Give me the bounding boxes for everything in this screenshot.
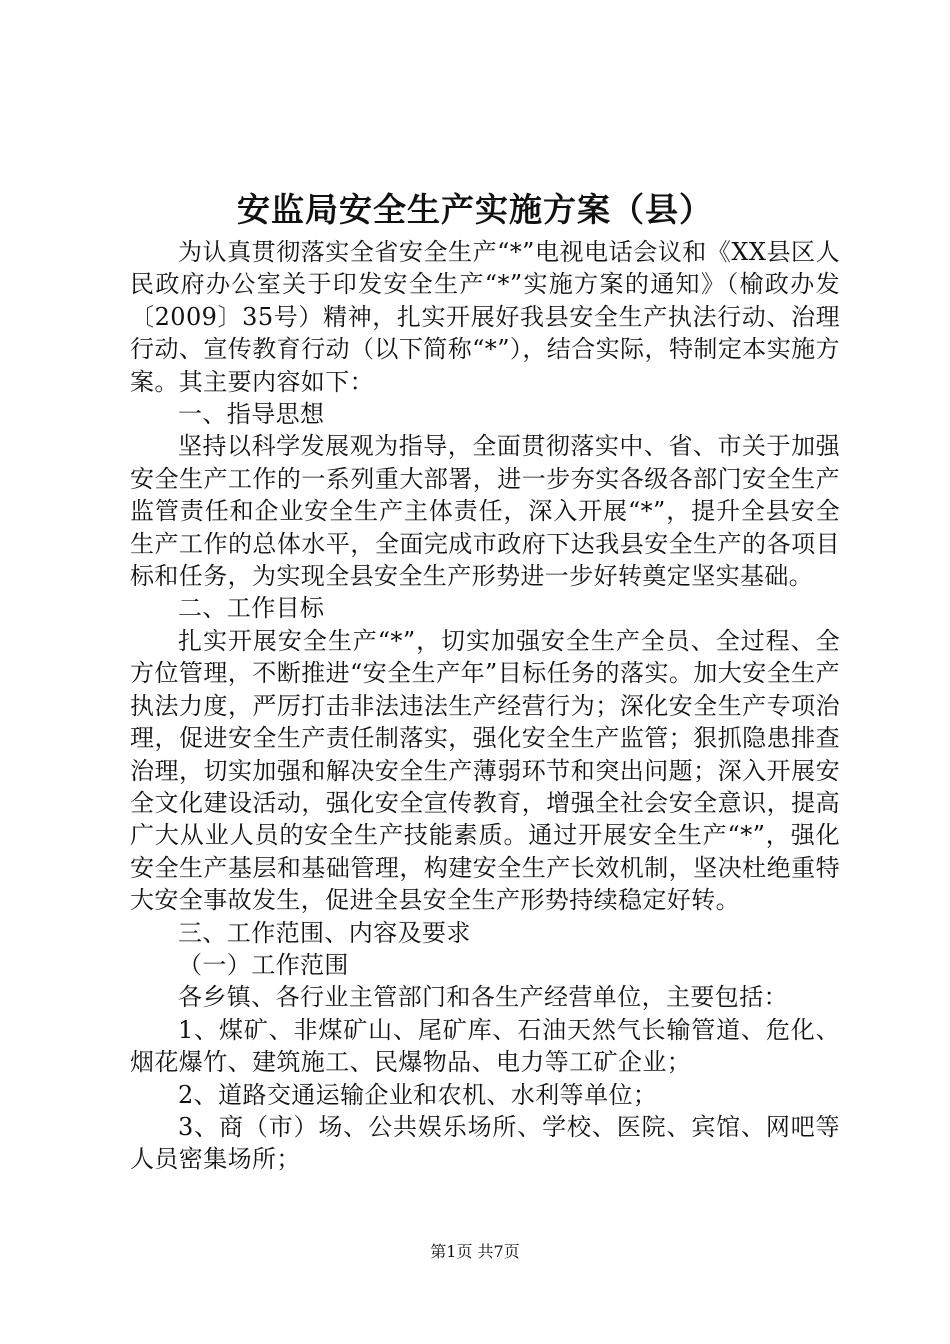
list-item: 2、道路交通运输企业和农机、水利等单位； <box>178 1080 658 1109</box>
paragraph: 各乡镇、各行业主管部门和各生产经营单位，主要包括： <box>178 983 788 1012</box>
section-heading: 二、工作目标 <box>178 594 325 623</box>
subsection-heading: （一）工作范围 <box>178 950 349 979</box>
list-item: 3、商（市）场、公共娱乐场所、学校、医院、宾馆、网吧等人员密集场所； <box>130 1112 840 1174</box>
section-heading: 一、指导思想 <box>178 400 325 429</box>
paragraph-intro: 为认真贯彻落实全省安全生产“*”电视电话会议和《XX县区人民政府办公室关于印发安全生产“*”实施方案的通知》（榆政办发〔2009〕35号）精神，扎实开展好我县安全生产执法行动、治理行动、宣传教育行动（以下简称“*”），结合实际，特制定本实施方案。其主要内容如下： <box>130 238 840 396</box>
page-number-footer: 第1页 共7页 <box>430 1242 520 1261</box>
document-title: 安监局安全生产实施方案（县） <box>237 190 713 229</box>
paragraph: 坚持以科学发展观为指导，全面贯彻落实中、省、市关于加强安全生产工作的一系列重大部署，进一步夯实各级各部门安全生产监管责任和企业安全生产主体责任，深入开展“*”，提升全县安全生产工作的总体水平，全面完成市政府下达我县安全生产的各项目标和任务，为实现全县安全生产形势进一步好转奠定坚实基础。 <box>130 432 840 591</box>
section-heading: 三、工作范围、内容及要求 <box>178 918 471 947</box>
paragraph: 扎实开展安全生产“*”，切实加强安全生产全员、全过程、全方位管理，不断推进“安全生产年”目标任务的落实。加大安全生产执法力度，严厉打击非法违法生产经营行为；深化安全生产专项治理，促进安全生产责任制落实，强化安全生产监管；狠抓隐患排查治理，切实加强和解决安全生产薄弱环节和突出问题；深入开展安全文化建设活动，强化安全宣传教育，增强全社会安全意识，提高广大从业人员的安全生产技能素质。通过开展安全生产“*”，强化安全生产基层和基础管理，构建安全生产长效机制，坚决杜绝重特大安全事故发生，促进全县安全生产形势持续稳定好转。 <box>130 626 840 915</box>
list-item: 1、煤矿、非煤矿山、尾矿库、石油天然气长输管道、危化、烟花爆竹、建筑施工、民爆物品、电力等工矿企业； <box>130 1015 840 1077</box>
document-body <box>130 236 840 1176</box>
